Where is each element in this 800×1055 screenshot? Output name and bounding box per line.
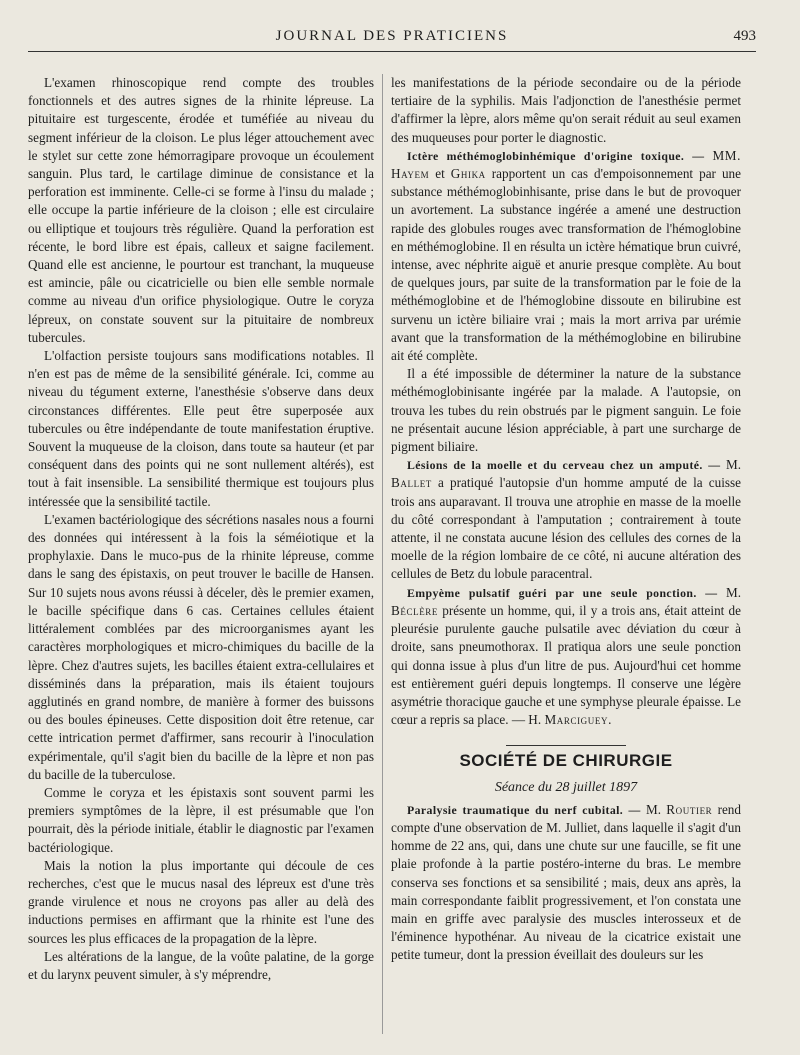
page-number: 493 — [733, 28, 756, 44]
article-heading: Paralysie traumatique du nerf cubital. — — [407, 802, 641, 817]
article-paralysie — [391, 801, 741, 965]
signature: Marciguey — [544, 712, 609, 728]
author-prefix: M. — [725, 584, 741, 600]
right-column — [391, 74, 741, 965]
paragraph: L'examen rhinoscopique rend compte des troubles fonctionnels et des autres signes de la rhinite lépreuse. La pituitaire est turgescente, érodée et tuméfiée au niveau du segment inférieur de la cloison. Le plus léger attouchement avec le stylet sur cette zone hémorragipare provoque un écoulement sanguin. Plus tard, le cartilage diminue de consistance et la perforation est imminente. Celle-ci se forme à l'insu du malade ; elle occupe la partie inférieure de la cloison ; elle est circulaire ou elliptique et toujours très régulière. Quand la perforation est récente, le bord libre est épais, calleux et saigne facilement. Quand elle est ancienne, le pourtour est tranchant, la muqueuse est amincie, pâle ou cicatricielle ou bien elle semble normale comme au niveau d'un orifice physiologique. Outre le coryza lépreux, on constate souvent sur la pituitaire de nombreux tubercules. — [28, 75, 374, 345]
author-prefix: M. — [640, 801, 667, 817]
paragraph: Les altérations de la langue, de la voûte palatine, de la gorge et du larynx peuvent simuler, à s'y méprendre, — [28, 948, 374, 982]
article-ictere — [391, 147, 741, 365]
author-name: Routier — [666, 801, 713, 817]
article-heading: Ictère méthémoglobinhémique d'origine toxique. — — [407, 148, 705, 163]
section-header — [391, 745, 741, 770]
journal-title: JOURNAL DES PRATICIENS — [275, 28, 509, 44]
column-divider — [382, 74, 383, 1034]
article-lesions — [391, 456, 741, 583]
author-name: Béclère — [391, 602, 438, 618]
author-join: et — [429, 166, 451, 182]
paragraph: Mais la notion la plus importante qui découle de ces recherches, c'est que le mucus nasal des lépreux est d'une très grande virulence et nous ne croyons pas aller au delà des inductions permises en affirmant que la rhinite est l'une des sources les plus efficaces de la propagation de la lèpre. — [28, 857, 374, 946]
session-date: Séance du 28 juillet 1897 — [494, 779, 638, 795]
header-rule — [28, 51, 756, 52]
article-heading: Lésions de la moelle et du cerveau chez un amputé. — — [407, 458, 721, 473]
article-text: rapportent un cas d'empoisonnement par une substance méthémoglobinhisante, prise dans le but de provoquer un avortement. La substance ingérée a amené une destruction rapide des globules rouges avec transformation de l'hémoglobine en méthémoglobine. Il en résulta un ictère hématique brun cuivré, intense, avec néphrite aiguë et anurie presque complète. Au bout de quelques jours, par suite de la transformation par le foie de la méthémoglobine et de l'hémoglobine dissoute en bilirubine est survenu un ictère biliaire vrai ; mais la mort arriva par urémie avant que la transformation de la méthémoglobine en bilirubine ait été complète. — [391, 166, 741, 364]
section-rule — [506, 745, 626, 746]
paragraph: L'olfaction persiste toujours sans modifications notables. Il n'en est pas de même de la sensibilité générale. Ici, comme au niveau du tégument externe, l'anesthésie s'observe dans deux circonstances différentes. Elle peut être superposée aux tubercules ou être indépendante de toute manifestation éruptive. Souvent la muqueuse de la cloison, dans toute sa hauteur (et par conséquent dans des points qui ne sont nullement altérés), est tout à fait insensible. La sensibilité thermique est toujours plus intéressée que la sensibilité tactile. — [28, 348, 374, 509]
author-name: Ghika — [450, 166, 486, 182]
paragraph-continued: les manifestations de la période secondaire ou de la période tertiaire de la syphilis. Mais l'adjonction de l'anesthésie permet d'affirmer la lèpre, alors même qu'on serait réduit au seul examen des muqueuses pour porter le diagnostic. — [391, 75, 741, 145]
author-name: MM. Hayem — [391, 147, 742, 182]
paragraph: Il a été impossible de déterminer la nature de la substance méthémoglobinisante ingérée par la malade. A l'autopsie, on trouva les tubes du rein obstrués par le pigment sanguin. Le foie ne présentait aucune lésion appréciable, à part une surcharge de pigment biliaire. — [391, 366, 741, 455]
paragraph: Comme le coryza et les épistaxis sont souvent parmi les premiers symptômes de la lèpre, il est présumable que l'on pourrait, dès la période initiale, établir le diagnostic par l'examen bactériologique. — [28, 784, 374, 855]
running-header — [28, 26, 756, 50]
author-prefix: M. — [725, 457, 741, 473]
article-text: rend compte d'une observation de M. Julliet, dans laquelle il s'agit d'un homme de 22 ans, qui, dans une chute sur une faucille, se fit une plaie profonde à la partie postéro-interne du bras. Le membre conserva ses fonctions et sa sensibilité ; mais, deux ans après, la main correspondante faiblit progressivement, et l'on constata une main en griffe avec paralysie des muscles interosseux et de l'éminence hypothénar. Au niveau de la cicatrice existait une petite tumeur, dont la pression éveillait des douleurs sur les — [391, 801, 741, 963]
article-empyeme — [391, 584, 741, 730]
section-title: SOCIÉTÉ DE CHIRURGIE — [459, 751, 673, 771]
signature-end: . — [608, 712, 612, 728]
article-text: a pratiqué l'autopsie d'un homme amputé de la cuisse trois ans auparavant. Il trouva une atrophie en masse de la moelle du côté correspondant à l'amputation ; contrairement à toute attente, il ne constata aucune lésion des cellules des cornes de la moelle de la région lombaire de ce côté, ni aucune altération des cellules de Betz du lobule paracentral. — [391, 475, 741, 582]
article-text: présente un homme, qui, il y a trois ans, était atteint de pleurésie purulente gauche pulsatile avec déviation du cœur à droite, sans pneumothorax. Il pratiqua alors une seule ponction qui donna issue à plus d'un litre de pus. Aujourd'hui cet homme est entièrement guéri depuis longtemps. Il conserve une légère asymétrie thoracique gauche et une symphyse pleurale épaisse. Le cœur a repris sa place. — H. — [391, 602, 741, 728]
author-name: Ballet — [391, 475, 432, 491]
left-column — [28, 74, 374, 984]
article-heading: Empyème pulsatif guéri par une seule ponction. — — [407, 585, 718, 600]
paragraph: L'examen bactériologique des sécrétions nasales nous a fourni des données qui intéressent à la fois la séméiotique et la prophylaxie. Dans le muco-pus de la rhinite lépreuse, comme dans le sang des épistaxis, on peut trouver le bacille de Hansen. Sur 10 sujets nous avons réussi à déceler, dès le premier examen, le bacille spécifique dans 6 cas. Certaines cellules étaient littéralement comblées par des microorganismes ayant les caractères morphologiques et micro-chimiques du bacille de la lèpre. Chez d'autres sujets, les bacilles étaient extra-cellulaires et disséminés dans la préparation, mais ils étaient toujours agglutinés en grand nombre, de manière à former des buissons ou des boules épineuses. Cette disposition doit être retenue, car cette intrication permet d'affirmer, sans recourir à l'inoculation expérimentale, qu'il s'agit bien du bacille de la lèpre et non pas du bacille de la tuberculose. — [28, 511, 374, 782]
